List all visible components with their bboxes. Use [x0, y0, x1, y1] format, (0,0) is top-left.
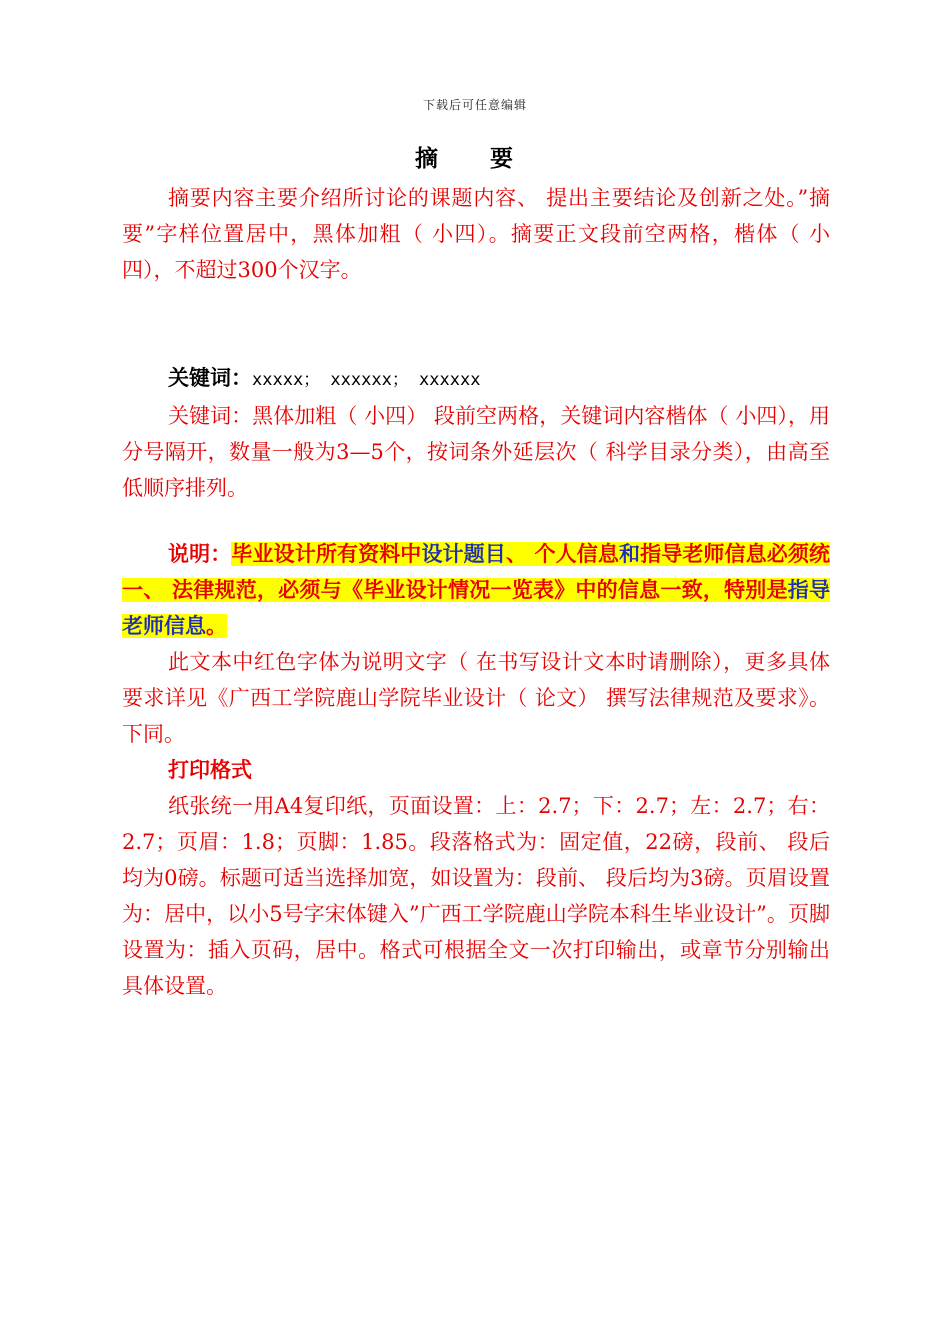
- explanation-label: 说明：: [168, 542, 232, 566]
- highlight-seg-1: 毕业设计所有资料中: [231, 542, 422, 566]
- print-format-body: 纸张统一用A4复印纸，页面设置：上：2.7；下：2.7；左：2.7；右：2.7；页眉：1.8；页脚：1.85。段落格式为：固定值，22磅，段前、 段后均为0磅。标题可适当选择加宽，如设置为：段前、 段后均为3磅。页眉设置为：居中，以小5号字宋体键入”广西工学院鹿山学院本科生毕业设计”。页脚设置为：插入页码，居中。格式可根据全文一次打印输出，或章节分别输出具体设置。: [122, 794, 830, 998]
- highlight-seg-design-title: 设计题目: [421, 542, 506, 566]
- highlight-seg-advisor-info-2: 指导老师信息: [122, 578, 830, 638]
- highlight-seg-end: 。: [206, 614, 227, 638]
- highlight-seg-and: 和: [618, 542, 641, 566]
- keywords-label: 关键词：: [168, 366, 252, 390]
- highlight-seg-consistency: 必须统一、 法律规范，必须与《毕业设计情况一览表》中的信息一致，特别是: [122, 542, 831, 602]
- print-format-heading-line: [122, 752, 830, 788]
- keywords-note: 关键词：黑体加粗（ 小四） 段前空两格，关键词内容楷体（ 小四），用分号隔开，数量一般为3—5个，按词条外延层次（ 科学目录分类），由高至低顺序排列。: [122, 404, 830, 500]
- keywords-value: xxxxx； xxxxxx； xxxxxx: [252, 370, 481, 390]
- abstract-section: [122, 180, 830, 288]
- abstract-title: 摘 要: [414, 146, 535, 172]
- explanation-section: [122, 536, 830, 1004]
- highlight-seg-advisor-info: 指导老师信息: [640, 542, 767, 566]
- keywords-line: [122, 360, 830, 398]
- highlight-seg-personal-info: 、 个人信息: [505, 542, 619, 566]
- explanation-highlight-paragraph: [122, 536, 830, 644]
- keywords-section: [122, 360, 830, 506]
- print-format-heading: 打印格式: [168, 758, 252, 782]
- abstract-body: 摘要内容主要介绍所讨论的课题内容、 提出主要结论及创新之处。”摘要”字样位置居中，黑体加粗（ 小四）。摘要正文段前空两格，楷体（ 小四），不超过300个汉字。: [122, 186, 830, 282]
- explanation-note: 此文本中红色字体为说明文字（ 在书写设计文本时请删除），更多具体要求详见《广西工学院鹿山学院毕业设计（ 论文） 撰写法律规范及要求》。下同。: [122, 650, 830, 746]
- download-note: 下载后可任意编辑: [422, 98, 527, 112]
